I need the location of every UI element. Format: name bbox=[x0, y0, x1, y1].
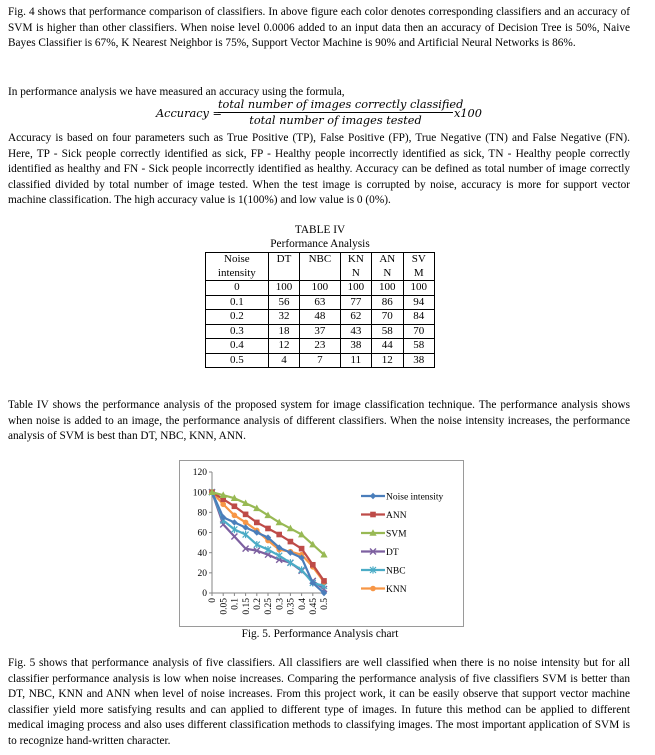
table-cell: 56 bbox=[268, 295, 299, 310]
x-tick-label: 0.15 bbox=[241, 598, 252, 615]
table-cell: 62 bbox=[340, 310, 371, 325]
performance-table bbox=[205, 252, 435, 368]
table-caption-number: TABLE IV bbox=[294, 224, 346, 236]
table-row bbox=[206, 310, 435, 325]
x-tick-label: 0.3 bbox=[275, 598, 286, 610]
paragraph-conclusion: Fig. 5 shows that performance analysis of five classifiers. All classifiers are well classified when there is no noise intensity but for all classifier performance analysis is low when noise increases. Comparing the performance analysis of five classifiers SVM is better than DT, NBC, KNN and ANN when level of noise increases. From this project work, it can be easily observe that support vector machine classifier yield more satisfying results and can applied to different type of images. In future this method can be applied to different medical imaging process and also uses different classification methods to classifying images. The most important application of SVM is to recognize hand-written character. bbox=[8, 657, 630, 747]
table-row bbox=[206, 353, 435, 368]
data-point bbox=[265, 526, 271, 532]
header-nbc-line1: NBC bbox=[308, 253, 332, 265]
y-tick-label: 20 bbox=[197, 569, 207, 580]
data-point bbox=[299, 546, 305, 552]
data-point bbox=[232, 513, 238, 519]
table-cell: 18 bbox=[268, 324, 299, 339]
formula-multiplier: x100 bbox=[454, 107, 482, 120]
data-point bbox=[288, 539, 294, 545]
table-cell: 70 bbox=[403, 324, 434, 339]
header-knn-line1: KN bbox=[347, 253, 364, 265]
table-cell: 0 bbox=[206, 281, 269, 296]
table-cell: 63 bbox=[300, 295, 340, 310]
table-cell: 86 bbox=[372, 295, 403, 310]
y-tick-label: 120 bbox=[192, 468, 207, 479]
x-tick-label: 0.4 bbox=[297, 598, 308, 610]
table-cell: 100 bbox=[340, 281, 371, 296]
data-point bbox=[276, 532, 282, 538]
table-row bbox=[206, 324, 435, 339]
formula-denominator: total number of images tested bbox=[249, 114, 422, 127]
table-row bbox=[206, 281, 435, 296]
paragraph-accuracy-intro: In performance analysis we have measured an accuracy using the formula, bbox=[8, 86, 345, 98]
header-knn-line2: N bbox=[351, 266, 360, 279]
data-point bbox=[310, 562, 316, 568]
header-dt bbox=[268, 253, 299, 281]
figure-caption: Fig. 5. Performance Analysis chart bbox=[241, 628, 399, 640]
y-tick-label: 80 bbox=[197, 508, 207, 519]
table-row bbox=[206, 295, 435, 310]
legend-label: ANN bbox=[386, 510, 407, 521]
x-tick-label: 0 bbox=[208, 598, 219, 603]
header-nbc bbox=[300, 253, 340, 281]
table-cell: 12 bbox=[372, 353, 403, 368]
table-cell: 43 bbox=[340, 324, 371, 339]
legend-marker bbox=[370, 512, 376, 518]
data-point bbox=[232, 503, 238, 509]
y-tick-label: 60 bbox=[197, 528, 207, 539]
table-cell: 38 bbox=[403, 353, 434, 368]
table-cell: 0.4 bbox=[206, 339, 269, 354]
table-cell: 0.5 bbox=[206, 353, 269, 368]
data-point bbox=[231, 534, 237, 540]
x-tick-label: 0.05 bbox=[219, 598, 230, 615]
legend-label: KNN bbox=[386, 584, 407, 595]
header-svm bbox=[403, 253, 434, 281]
table-row bbox=[206, 339, 435, 354]
x-tick-label: 0.25 bbox=[264, 598, 275, 615]
data-point bbox=[231, 519, 237, 525]
y-tick-label: 40 bbox=[197, 548, 207, 559]
paragraph-fig4-description: Fig. 4 shows that performance comparison of classifiers. In above figure each color denotes corresponding classifiers and an accuracy of SVM is higher than other classifiers. When noise level 0.0006 added to an input data then an accuracy of Decision Tree is 50%, Naive Bayes Classifier is 67%, K Nearest Neighbor is 75%, Support Vector Machine is 90% and Artificial Neural Networks is 86%. bbox=[8, 6, 630, 50]
formula-fraction bbox=[218, 98, 464, 127]
table-cell: 84 bbox=[403, 310, 434, 325]
table-header-row bbox=[206, 253, 435, 281]
legend-label: SVM bbox=[386, 529, 407, 540]
table-cell: 38 bbox=[340, 339, 371, 354]
table-cell: 70 bbox=[372, 310, 403, 325]
header-noise-line2: intensity bbox=[217, 266, 256, 279]
legend-marker bbox=[370, 586, 376, 592]
table-cell: 23 bbox=[300, 339, 340, 354]
header-noise-line1: Noise bbox=[224, 253, 250, 265]
formula-numerator: total number of images correctly classified bbox=[218, 98, 464, 111]
paragraph-accuracy-parameters: Accuracy is based on four parameters such as True Positive (TP), False Positive (FP), True Negative (TN) and False Negative (FN). Here, TP - Sick people correctly identified as sick, FP - Healthy people incorrectly identified as sick, TN - Healthy people correctly identified as healthy and FN - Sick people incorrectly identified as healthy. Accuracy can be defined as total number of image correctly classified divided by total number of image tested. When the test image is corrupted by noise, accuracy is more for support vector machine classification. The high accuracy value is 1(100%) and low value is 0 (0%). bbox=[8, 132, 630, 207]
table-cell: 100 bbox=[372, 281, 403, 296]
table-cell: 100 bbox=[268, 281, 299, 296]
table-cell: 4 bbox=[268, 353, 299, 368]
data-point bbox=[243, 512, 249, 518]
x-tick-label: 0.5 bbox=[320, 598, 331, 610]
table-cell: 100 bbox=[403, 281, 434, 296]
table-cell: 58 bbox=[403, 339, 434, 354]
table-cell: 100 bbox=[300, 281, 340, 296]
y-tick-label: 100 bbox=[192, 488, 207, 499]
header-svm-line1: SV bbox=[411, 253, 426, 265]
header-knn bbox=[340, 253, 371, 281]
header-noise-intensity bbox=[206, 253, 269, 281]
table-caption-title: Performance Analysis bbox=[270, 238, 370, 250]
x-tick-label: 0.35 bbox=[286, 598, 297, 615]
x-tick-label: 0.1 bbox=[230, 598, 241, 610]
data-point bbox=[321, 578, 327, 584]
table-cell: 48 bbox=[300, 310, 340, 325]
table-cell: 0.2 bbox=[206, 310, 269, 325]
y-tick-label: 0 bbox=[202, 589, 207, 600]
data-point bbox=[220, 501, 226, 507]
legend-label: DT bbox=[386, 547, 399, 558]
table-cell: 7 bbox=[300, 353, 340, 368]
header-dt-line1: DT bbox=[276, 253, 292, 265]
legend-label: NBC bbox=[386, 566, 406, 577]
table-cell: 37 bbox=[300, 324, 340, 339]
table-cell: 44 bbox=[372, 339, 403, 354]
legend-label: Noise intensity bbox=[386, 492, 444, 503]
header-ann bbox=[372, 253, 403, 281]
chart-svg bbox=[180, 461, 463, 626]
header-svm-line2: M bbox=[413, 266, 424, 279]
header-ann-line1: AN bbox=[379, 253, 396, 265]
header-ann-line2: N bbox=[383, 266, 392, 279]
table-cell: 32 bbox=[268, 310, 299, 325]
table-cell: 77 bbox=[340, 295, 371, 310]
table-cell: 0.3 bbox=[206, 324, 269, 339]
table-cell: 11 bbox=[340, 353, 371, 368]
table-cell: 0.1 bbox=[206, 295, 269, 310]
x-tick-label: 0.2 bbox=[253, 598, 263, 610]
table-cell: 94 bbox=[403, 295, 434, 310]
table-cell: 12 bbox=[268, 339, 299, 354]
table-cell: 58 bbox=[372, 324, 403, 339]
performance-chart bbox=[179, 460, 464, 627]
paragraph-table-description: Table IV shows the performance analysis of the proposed system for image classification technique. The performance analysis shows when noise is added to an image, the performance analysis of different classifiers. When the noise intensity increases, the performance analysis of SVM is best than DT, NBC, KNN, ANN. bbox=[8, 399, 630, 443]
data-point bbox=[254, 520, 260, 526]
formula-lhs: Accuracy = bbox=[156, 107, 222, 120]
legend-marker bbox=[370, 493, 376, 499]
x-tick-label: 0.45 bbox=[309, 598, 319, 615]
